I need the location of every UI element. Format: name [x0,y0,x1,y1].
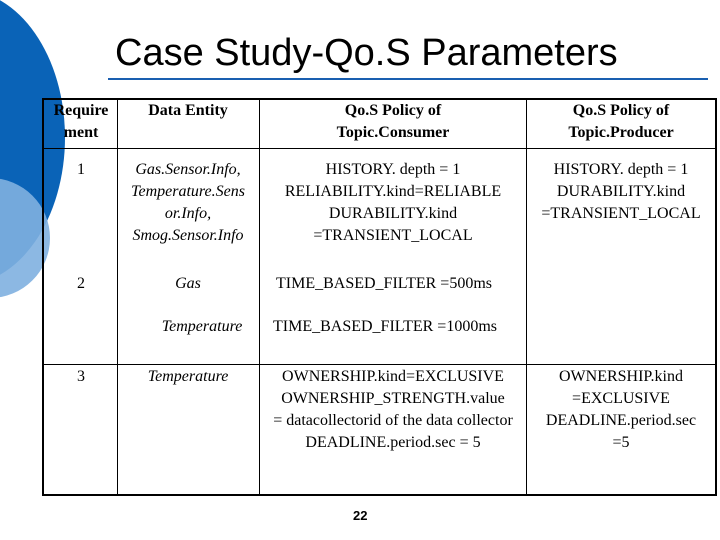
header-consumer-policy: Qo.S Policy of Topic.Consumer [336,102,450,141]
row1-producer-policy: HISTORY. depth = 1 DURABILITY.kind =TRANSIENT_LOCAL [541,161,701,222]
slide-title: Case Study-Qo.S Parameters [115,32,618,74]
row3-consumer-policy: OWNERSHIP.kind=EXCLUSIVE OWNERSHIP_STRENGTH.value = datacollectorid of the data collector DEADLINE.period.sec = 5 [273,368,513,451]
row1-data-entity: Gas.Sensor.Info, Temperature.Sens or.Info, Smog.Sensor.Info [131,161,245,244]
row3-producer-policy: OWNERSHIP.kind =EXCLUSIVE DEADLINE.period.sec =5 [545,368,697,451]
header-requirement: Require ment [53,102,109,141]
row-divider [44,148,715,149]
row2-requirement: 2 [77,275,85,292]
row3-requirement: 3 [77,368,85,385]
row2-data-entity-temperature: Temperature [161,318,243,335]
row2-data-entity-gas: Gas [175,275,201,292]
page-number: 22 [353,508,368,523]
title-underline [108,78,708,80]
row2-consumer-policy-temperature: TIME_BASED_FILTER =1000ms [273,318,497,335]
header-producer-policy: Qo.S Policy of Topic.Producer [568,102,674,141]
row-divider [44,364,715,365]
qos-table [42,98,717,496]
row1-requirement: 1 [77,161,85,178]
row1-consumer-policy: HISTORY. depth = 1 RELIABILITY.kind=RELIABLE DURABILITY.kind =TRANSIENT_LOCAL [284,161,502,244]
row2-consumer-policy-gas: TIME_BASED_FILTER =500ms [276,275,492,292]
header-data-entity: Data Entity [148,102,228,119]
row3-data-entity: Temperature [147,368,229,385]
